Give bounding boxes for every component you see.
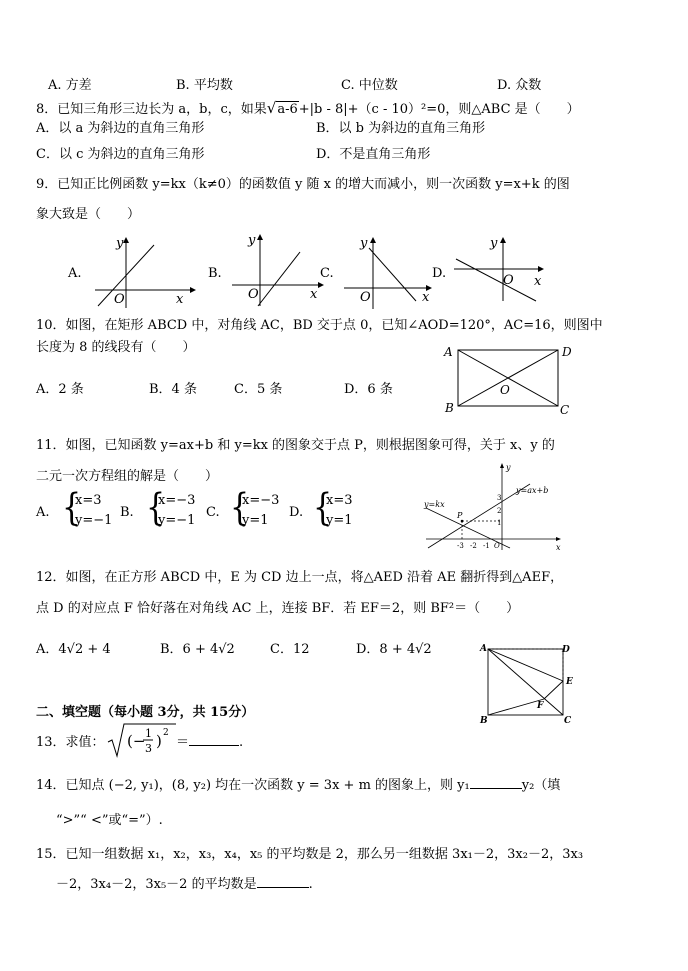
q7-option-b: B. 平均数 [176,78,233,93]
q12-option-b: B．6 + 4√2 [160,642,235,657]
q9-label-a: A. [68,266,82,281]
q9-label-b: B. [208,266,222,281]
q9a-y-label: y [116,236,124,251]
q9c-x-label: x [422,290,430,305]
q11-a-y: y=−1 [75,513,113,528]
q12-point-e: E [566,677,573,687]
q11-tick-x-3: -3 [457,542,464,550]
q8-option-b: B．以 b 为斜边的直角三角形 [316,121,486,136]
q9a-origin: O [114,292,125,307]
q9d-origin: O [503,273,514,288]
section-2-heading: 二、填空题（每小题 3分，共 15分） [36,705,255,720]
q7-option-a: A. 方差 [48,78,92,93]
q10-point-d: D [562,345,572,359]
q11-line1-label: y=ax+b [516,486,549,495]
q12-point-b: B [480,716,488,725]
q9-label-c: C. [320,266,334,281]
q9b-origin: O [248,287,259,302]
q9-graph-c [340,233,440,311]
q11-tick-x-1: -1 [483,542,490,550]
q10-point-a: A [444,345,453,359]
q13-paren-open: (− [127,732,146,750]
q12-option-c: C．12 [270,642,310,657]
q13-prefix: 13．求值： [36,735,105,750]
q7-option-d: D. 众数 [497,78,542,93]
q12-square-figure [476,641,581,725]
q10-point-b: B [445,401,454,415]
q8-option-d: D．不是直角三角形 [316,147,431,162]
q12-option-d: D．8 + 4√2 [356,642,432,657]
q13-radical [106,722,178,760]
q9b-x-label: x [310,287,318,302]
q9-graph-d [450,233,550,311]
q11-b-label: B. [120,505,134,520]
q11-a-x: x=3 [75,493,102,508]
q10-option-b: B．4 条 [149,382,197,397]
q11-line2: 二元一次方程组的解是（ ） [36,469,219,484]
q11-d-label: D. [289,505,304,520]
q13-frac-den: 3 [145,742,152,755]
q11-point-p: P [457,511,463,520]
q11-x-axis-label: x [556,543,561,552]
q12-point-d: D [562,645,570,655]
q14-line2: “>”“ <”或“=”）. [56,813,163,828]
q9b-y-label: y [248,233,256,248]
q9-line1: 9．已知正比例函数 y=kx（k≠0）的函数值 y 随 x 的增大而减小，则一次函数 y=x+k 的图 [36,177,570,192]
q11-tick-y-3: 3 [497,494,502,502]
q9d-x-label: x [534,274,542,289]
q9-graph-a [90,233,200,311]
q9-label-d: D. [432,266,447,281]
q9-line2: 象大致是（ ） [36,207,141,222]
q10-line1: 10．如图，在矩形 ABCD 中，对角线 AC，BD 交于点 0，已知∠AOD=120°，AC=16，则图中 [36,318,603,333]
q11-d-x: x=3 [326,493,353,508]
q13-paren-close: ) [156,732,162,750]
q9c-y-label: y [360,236,368,251]
q11-line2-label: y=kx [424,500,445,509]
q11-tick-y-1: 1 [497,519,502,527]
q12-option-a: A．4√2 + 4 [36,642,111,657]
q7-option-c: C. 中位数 [341,78,398,93]
q11-tick-x-2: -2 [470,542,477,550]
q12-point-f: F [537,701,544,711]
q15-line1: 15．已知一组数据 x₁，x₂，x₃，x₄，x₅ 的平均数是 2，那么另一组数据 3x₁－2，3x₂－2，3x₃ [36,847,584,862]
q11-c-y: y=1 [242,513,269,528]
q11-graph [420,460,565,552]
q11-c-x: x=−3 [242,493,280,508]
q11-b-y: y=−1 [158,513,196,528]
q11-b-x: x=−3 [158,493,196,508]
q13-frac-num: 1 [145,727,152,740]
q12-point-c: C [564,716,572,725]
q11-d-y: y=1 [326,513,353,528]
q11-line1: 11．如图，已知函数 y=ax+b 和 y=kx 的图象交于点 P，则根据图象可得，关于 x、y 的 [36,438,555,453]
q9c-origin: O [360,290,371,305]
q13-tail: ＝ . [176,735,244,750]
q13-exponent: 2 [163,728,169,738]
q8-option-c: C．以 c 为斜边的直角三角形 [36,147,205,162]
q11-c-label: C. [206,505,220,520]
q11-tick-y-2: 2 [497,507,502,515]
q9d-y-label: y [490,236,498,251]
q10-option-c: C．5 条 [234,382,283,397]
q10-point-o: O [500,383,510,397]
q9-graph-b [228,230,328,310]
q10-option-a: A．2 条 [36,382,84,397]
q10-line2: 长度为 8 的线段有（ ） [36,340,196,355]
q10-rectangle-figure [442,342,582,417]
q10-option-d: D．6 条 [344,382,393,397]
q12-point-a: A [480,644,487,654]
q11-a-label: A. [36,505,50,520]
q15-line2: －2，3x₄－2，3x₅－2 的平均数是 . [56,877,313,892]
q11-y-axis-label: y [506,463,511,472]
q10-point-c: C [560,403,570,417]
q12-line1: 12．如图，在正方形 ABCD 中，E 为 CD 边上一点，将△AED 沿着 AE 翻折得到△AEF， [36,570,564,585]
q12-line2: 点 D 的对应点 F 恰好落在对角线 AC 上，连接 BF．若 EF＝2，则 BF²＝（ ） [36,601,520,616]
q9a-x-label: x [176,292,184,307]
q14-line1: 14．已知点 (−2, y₁)，(8, y₂) 均在一次函数 y = 3x + m 的图象上，则 y₁ y₂（填 [36,778,561,793]
q8-option-a: A．以 a 为斜边的直角三角形 [36,121,205,136]
q8-stem: 8．已知三角形三边长为 a，b，c，如果√a-6+|b - 8|+（c - 10）²=0，则△ABC 是（ ） [36,99,580,117]
q11-origin: O [494,542,500,550]
